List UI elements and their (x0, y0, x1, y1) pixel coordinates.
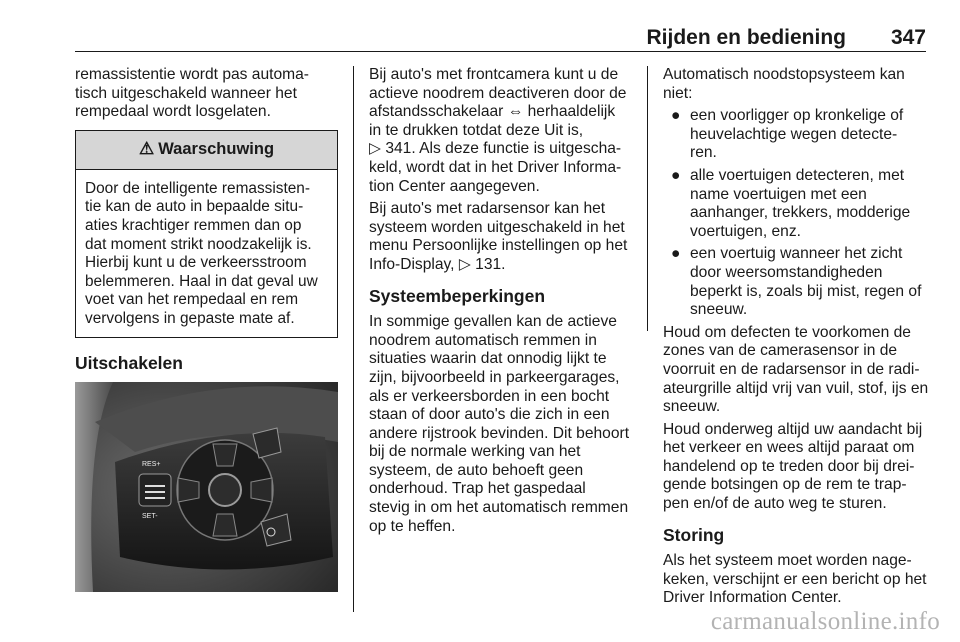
text-line: menu Persoonlijke instellingen op het (369, 237, 628, 255)
text-line: Door de intelligente remassisten- (85, 179, 310, 197)
column-divider (353, 66, 354, 612)
paragraph (663, 552, 927, 608)
text-line: Automatisch noodstopsysteem kan (663, 66, 905, 83)
text-line: Bij auto's met frontcamera kunt u de (369, 66, 619, 83)
text-line: voorruit en de radarsensor in de radi- (663, 360, 920, 378)
text-line: beperkt is, zoals bij mist, regen of (690, 282, 922, 300)
text-line: rempedaal wordt losgelaten. (75, 103, 271, 121)
text-line: In sommige gevallen kan de actieve (369, 313, 617, 331)
text-line: op te heffen. (369, 517, 456, 535)
column-right (663, 66, 927, 612)
text-line: dat moment strikt noodzakelijk is. (85, 235, 312, 253)
watermark: carmanualsonline.info (710, 608, 940, 635)
text-line: heuvelachtige wegen detecte- (690, 125, 898, 143)
paragraph (663, 421, 927, 514)
list-item (663, 245, 927, 319)
text-line: situaties waarin dat onnodig lijkt te (369, 350, 607, 368)
text-line: stevig in om het automatisch remmen (369, 499, 629, 517)
text-line: door weersomstandigheden (690, 263, 883, 281)
bullet-list (663, 107, 927, 320)
text-line: Als het systeem moet worden nage- (663, 552, 912, 570)
text-line: keken, verschijnt er een bericht op het (663, 570, 927, 588)
bullet-icon: ● (671, 166, 681, 184)
text-line: afstandsschakelaar ⇔ herhaaldelijk (369, 103, 616, 121)
text-line: vervolgens in gepaste mate af. (85, 309, 295, 327)
text-line: bij de normale werking van het (369, 443, 581, 461)
page-header (75, 26, 926, 52)
text-line: tisch uitgeschakeld wanneer het (75, 84, 297, 102)
warning-box (75, 130, 338, 338)
section-heading: Uitschakelen (75, 352, 183, 373)
page-title: Rijden en bediening (646, 26, 846, 49)
list-item (663, 107, 927, 163)
section-heading: Storing (663, 524, 725, 545)
text-line: aanhanger, trekkers, modderige (690, 204, 911, 222)
bullet-icon: ● (671, 245, 681, 263)
text-line: tion Center aangegeven. (369, 177, 540, 195)
text-line: alle voertuigen detecteren, met (690, 166, 905, 184)
text-line: ren. (690, 144, 717, 162)
text-line: een voertuig wanneer het zicht (690, 245, 903, 263)
text-line: remassistentie wordt pas automa- (75, 66, 310, 83)
text-line: in te drukken totdat deze Uit is, (369, 121, 584, 139)
text-line: belemmeren. Haal in dat geval uw (85, 272, 318, 290)
text-line: sneeuw. (690, 301, 748, 319)
text-line: ateurgrille altijd vrij van vuil, stof, ijs en (663, 379, 929, 397)
text-line: als er verkeersborden in een bocht (369, 387, 610, 405)
text-line: Bij auto's met radarsensor kan het (369, 200, 606, 218)
res-label: RES+ (142, 461, 161, 469)
text-line: systeem worden uitgeschakeld in het (369, 218, 625, 236)
text-line: zones van de camerasensor in de (663, 342, 898, 360)
text-line: zijn, bijvoorbeeld in parkeergarages, (369, 368, 620, 386)
text-line: handelend op te treden door bij drei- (663, 457, 915, 475)
text-line: voertuigen, enz. (690, 222, 801, 240)
steering-wheel-controls-photo (75, 382, 338, 592)
paragraph (369, 200, 633, 274)
text-line: gende botsingen op de rem te trap- (663, 476, 907, 494)
text-line: sneeuw. (663, 398, 721, 416)
column-divider (647, 66, 648, 331)
text-line: een voorligger op kronkelige of (690, 107, 904, 125)
text-line: ▷ 341. Als deze functie is uitgescha- (369, 140, 622, 158)
text-line: onderhoud. Trap het gaspedaal (369, 480, 586, 498)
text-line: Houd om defecten te voorkomen de (663, 323, 911, 341)
paragraph (369, 66, 633, 196)
text-line: tie kan de auto in bepaalde situ- (85, 198, 304, 216)
warning-header (76, 131, 337, 170)
set-label: SET- (142, 513, 158, 521)
text-line: Driver Information Center. (663, 589, 842, 607)
page-number: 347 (890, 26, 926, 49)
text-line: andere rijstrook bevinden. Dit behoort (369, 424, 630, 442)
warning-triangle-icon: ⚠ (138, 139, 155, 159)
section-heading: Systeembeperkingen (369, 285, 546, 306)
paragraph (369, 313, 633, 536)
list-item (663, 167, 927, 241)
intro-paragraph (75, 66, 338, 122)
column-left (75, 66, 338, 592)
text-line: pen en/of de auto weg te sturen. (663, 495, 887, 513)
paragraph (663, 66, 927, 103)
text-line: noodrem automatisch remmen in (369, 331, 597, 349)
text-line: het verkeer en wees altijd paraat om (663, 439, 915, 457)
paragraph (663, 324, 927, 417)
text-line: voet van het rempedaal en rem (85, 291, 299, 309)
warning-text (76, 170, 337, 337)
column-middle (369, 66, 633, 540)
text-line: systeem, de auto behoeft geen (369, 461, 584, 479)
text-line: Houd onderweg altijd uw aandacht bij (663, 420, 923, 438)
text-line: keld, wordt dat in het Driver Informa- (369, 158, 622, 176)
warning-title: Waarschuwing (158, 140, 275, 159)
text-line: Info-Display, ▷ 131. (369, 255, 506, 273)
text-line: Hierbij kunt u de verkeersstroom (85, 254, 307, 272)
bullet-icon: ● (671, 107, 681, 125)
text-line: staan of door auto's die zich in een (369, 406, 610, 424)
text-line: aties krachtiger remmen dan op (85, 216, 302, 234)
text-line: actieve noodrem deactiveren door de (369, 84, 627, 102)
text-line: niet: (663, 84, 693, 102)
text-line: name voertuigen met een (690, 185, 867, 203)
